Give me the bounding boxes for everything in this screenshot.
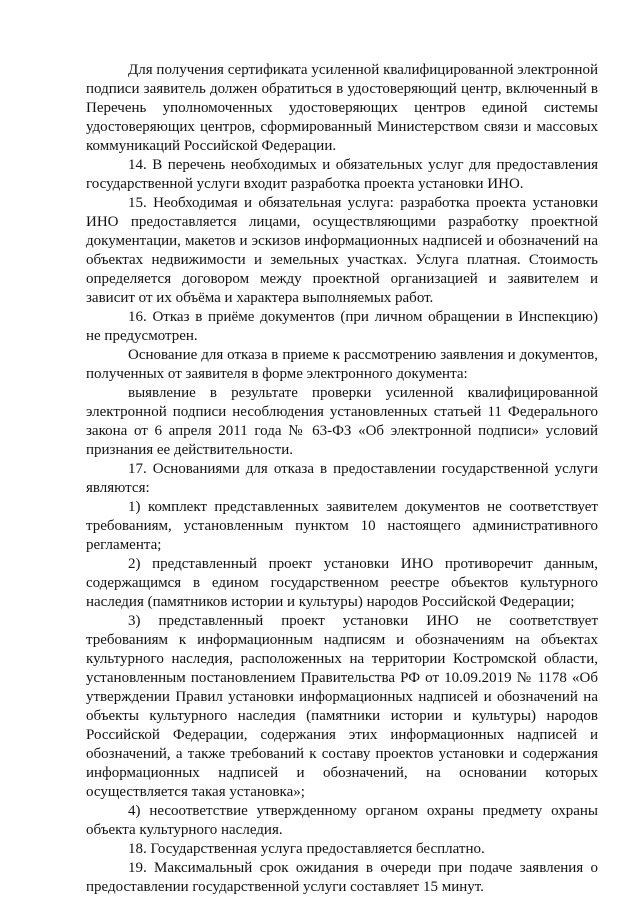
paragraph-14: 14. В перечень необходимых и обязательных услуг для предоставления государственной услуги входит разработка проекта установки ИНО. — [86, 157, 598, 192]
paragraph-signature-check: выявление в результате проверки усиленной квалифицированной электронной подписи несоблюдения установленных статьей 11 Федерального закона от 6 апреля 2011 года № 63-ФЗ «Об электронной подписи» условий признания ее действительности. — [86, 385, 598, 458]
document-body — [86, 61, 598, 897]
paragraph-18: 18. Государственная услуга предоставляется бесплатно. — [128, 841, 485, 857]
paragraph-16: 16. Отказ в приёме документов (при личном обращении в Инспекцию) не предусмотрен. — [86, 309, 598, 344]
list-item-3: 3) представленный проект установки ИНО не соответствует требованиям к информационным надписям и обозначениям на объектах культурного наследия, расположенных на территории Костромской области, установленным постановлением Правительства РФ от 10.09.2019 № 1178 «Об утверждении Правил установки информационных надписей и обозначений на объекты культурного наследия (памятники истории и культуры) народов Российской Федерации, содержания этих информационных надписей и обозначений, а также требований к составу проектов установки и содержания информационных надписей и обозначений, на основании которых осуществляется такая установка»; — [86, 613, 598, 800]
paragraph-19: 19. Максимальный срок ожидания в очереди при подаче заявления о предоставлении государственной услуги составляет 15 минут. — [86, 860, 598, 895]
list-item-1: 1) комплект представленных заявителем документов не соответствует требованиям, установленным пунктом 10 настоящего административного регламента; — [86, 499, 598, 553]
paragraph-17: 17. Основаниями для отказа в предоставлении государственной услуги являются: — [86, 461, 598, 496]
list-item-2: 2) представленный проект установки ИНО противоречит данным, содержащимся в едином государственном реестре объектов культурного наследия (памятников истории и культуры) народов Российской Федерации; — [86, 556, 598, 610]
paragraph-refusal-basis: Основание для отказа в приеме к рассмотрению заявления и документов, полученных от заявителя в форме электронного документа: — [86, 347, 598, 382]
list-item-4: 4) несоответствие утвержденному органом охраны предмету охраны объекта культурного наследия. — [86, 803, 598, 838]
paragraph-15: 15. Необходимая и обязательная услуга: разработка проекта установки ИНО предоставляется лицами, осуществляющими разработку проектной документации, макетов и эскизов информационных надписей и обозначений на объектах недвижимости и земельных участках. Услуга платная. Стоимость определяется договором между проектной организацией и заявителем и зависит от их объёма и характера выполняемых работ. — [86, 195, 598, 306]
paragraph-certificate-requirement: Для получения сертификата усиленной квалифицированной электронной подписи заявитель должен обратиться в удостоверяющий центр, включенный в Перечень уполномоченных удостоверяющих центров единой системы удостоверяющих центров, сформированный Министерством связи и массовых коммуникаций Российской Федерации. — [86, 62, 598, 154]
